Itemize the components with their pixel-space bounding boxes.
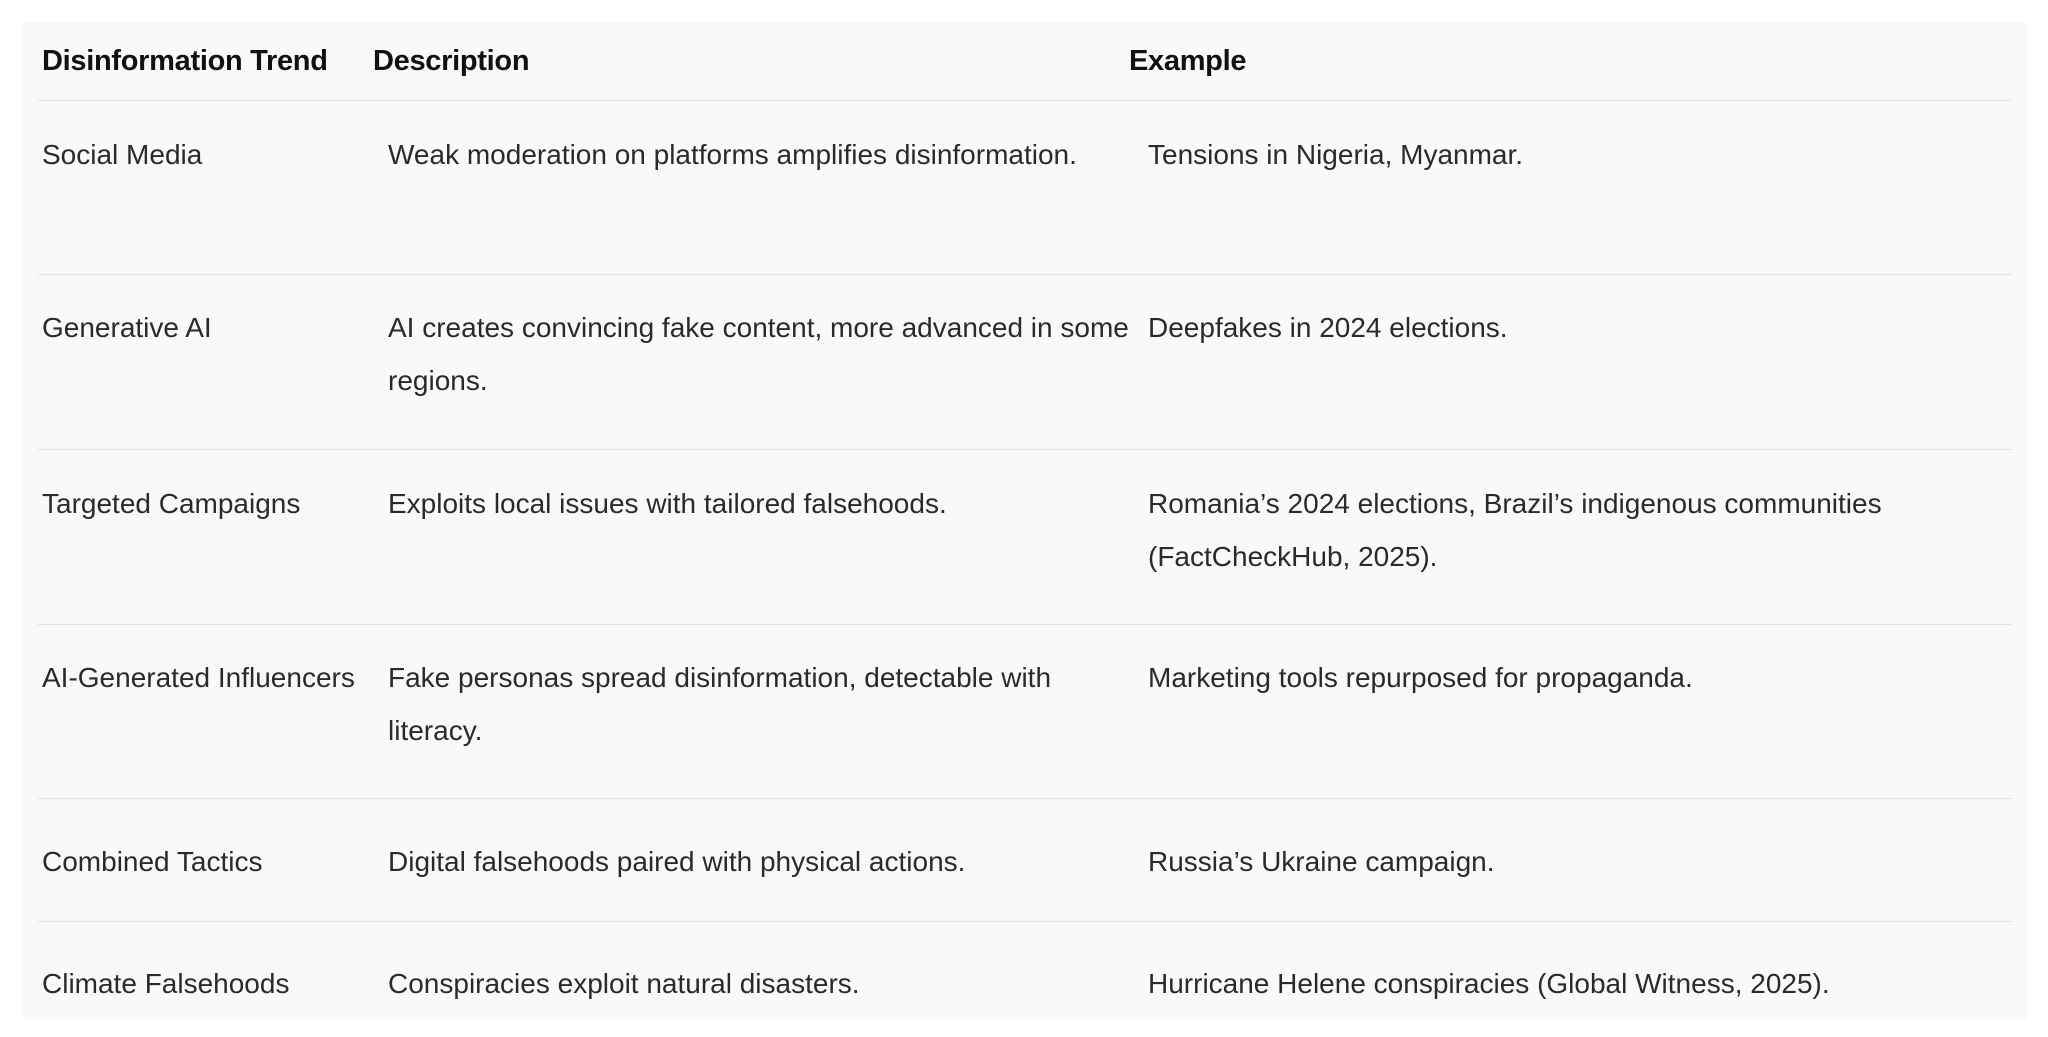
trend-cell: Climate Falsehoods <box>42 968 290 999</box>
description-cell: Exploits local issues with tailored falsehoods. <box>388 488 947 519</box>
example-cell: Russia’s Ukraine campaign. <box>1148 846 1495 877</box>
table-row <box>38 625 2012 799</box>
trend-cell: AI-Generated Influencers <box>42 662 355 693</box>
description-cell: Conspiracies exploit natural disasters. <box>388 968 860 999</box>
description-cell: Digital falsehoods paired with physical actions. <box>388 846 966 877</box>
example-cell: Romania’s 2024 elections, Brazil’s indigenous communities (FactCheckHub, 2025). <box>1148 488 1882 572</box>
trend-cell: Combined Tactics <box>42 846 263 877</box>
example-cell: Tensions in Nigeria, Myanmar. <box>1148 139 1524 170</box>
description-cell: Fake personas spread disinformation, detectable with literacy. <box>388 662 1052 746</box>
trend-cell: Generative AI <box>42 312 212 343</box>
description-cell: AI creates convincing fake content, more advanced in some regions. <box>388 312 1129 396</box>
table-panel <box>22 22 2028 1020</box>
disinformation-table <box>38 22 2012 1021</box>
trend-cell: Social Media <box>42 139 203 170</box>
table-row <box>38 450 2012 625</box>
header-row <box>38 22 2012 101</box>
example-cell: Deepfakes in 2024 elections. <box>1148 312 1508 343</box>
example-cell: Marketing tools repurposed for propaganda. <box>1148 662 1693 693</box>
table-row <box>38 799 2012 922</box>
table-row <box>38 922 2012 1021</box>
table-row <box>38 101 2012 275</box>
column-header-example: Example <box>1129 44 1247 77</box>
table-row <box>38 275 2012 450</box>
column-header-description: Description <box>373 44 530 77</box>
trend-cell: Targeted Campaigns <box>42 488 301 519</box>
column-header-trend: Disinformation Trend <box>42 44 328 77</box>
description-cell: Weak moderation on platforms amplifies disinformation. <box>388 139 1077 170</box>
example-cell: Hurricane Helene conspiracies (Global Witness, 2025). <box>1148 968 1830 999</box>
